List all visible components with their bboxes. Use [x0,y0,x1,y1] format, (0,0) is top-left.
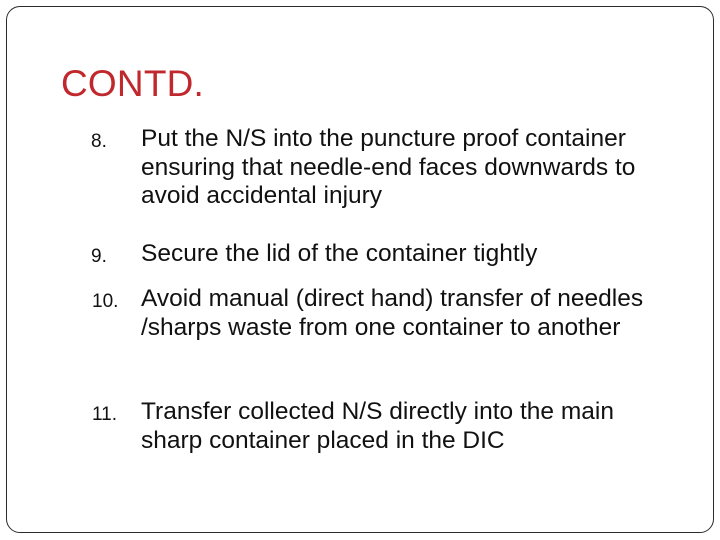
list-item-text: Avoid manual (direct hand) transfer of needles /sharps waste from one container to another [141,285,644,341]
list-item-number: 11. [92,404,118,425]
list-item-text: Transfer collected N/S directly into the main sharp container placed in the DIC [141,398,614,454]
list-item-number: 9. [91,246,107,267]
slide-title: CONTD. [61,63,205,104]
list-item-number: 10. [92,291,119,312]
list-item-text: Put the N/S into the puncture proof container ensuring that needle-end faces downwards to avoid accidental injury [141,125,636,209]
list-item-number: 8. [91,131,107,152]
list-item-text: Secure the lid of the container tightly [141,240,538,267]
